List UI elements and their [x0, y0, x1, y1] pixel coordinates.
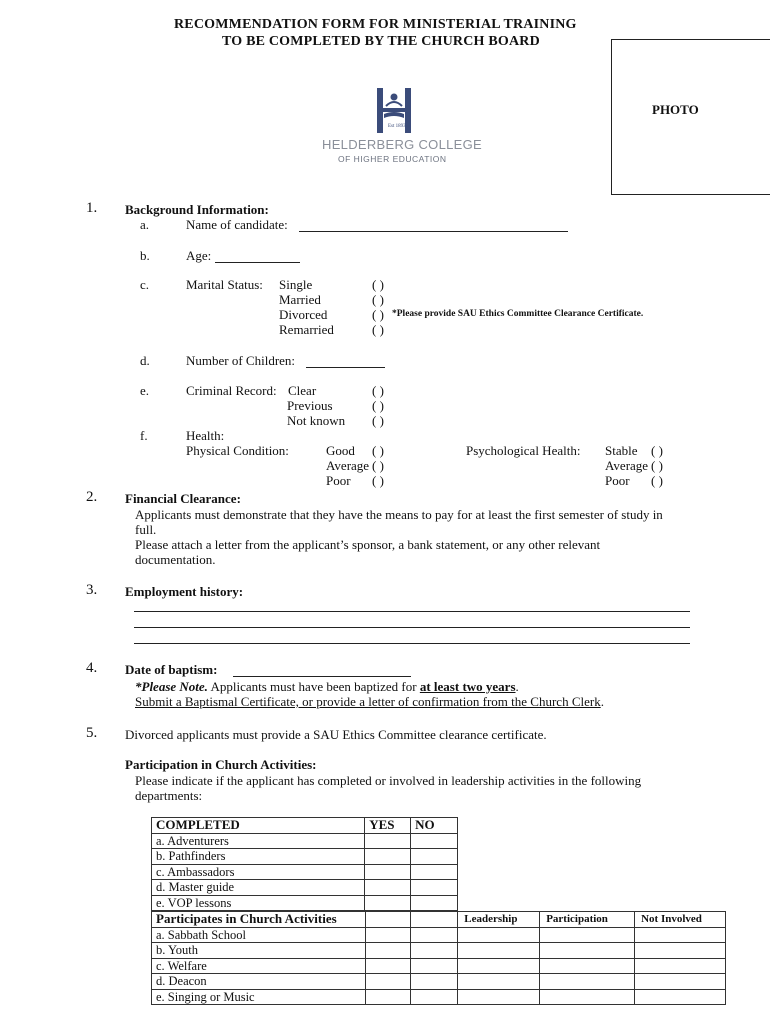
section-5-number: 5. [86, 725, 98, 741]
form-title-line2: TO BE COMPLETED BY THE CHURCH BOARD [222, 34, 540, 49]
psych-option-poor: Poor [605, 473, 630, 488]
item-d-letter: d. [140, 353, 150, 368]
leadership-cell[interactable] [458, 989, 540, 1005]
no-cell[interactable] [411, 927, 458, 943]
item-c-letter: c. [140, 277, 150, 292]
completed-header: COMPLETED [152, 818, 365, 834]
participation-cell[interactable] [540, 958, 635, 974]
completed-item: c. Ambassadors [152, 864, 365, 880]
marital-option-remarried: Remarried [279, 322, 334, 337]
yes-cell[interactable] [365, 880, 411, 896]
marital-checkbox[interactable]: ( ) [372, 292, 384, 307]
participates-header: Participates in Church Activities [152, 912, 366, 928]
criminal-option-previous: Previous [287, 398, 333, 413]
not-involved-cell[interactable] [635, 974, 726, 990]
not-involved-cell[interactable] [635, 943, 726, 959]
table-row [152, 833, 458, 849]
section-3-title: Employment history: [125, 584, 244, 599]
children-label: Number of Children: [186, 353, 296, 368]
baptism-certificate-text: Submit a Baptismal Certificate, or provide a letter of confirmation from the Church Clerk [135, 694, 601, 709]
logo-est: Est 1893 [388, 124, 406, 129]
physical-option-average: Average [326, 458, 370, 473]
physical-checkbox[interactable]: ( ) [372, 473, 384, 488]
participation-header: Participation [540, 912, 635, 928]
participation-text-line1: Please indicate if the applicant has completed or involved in leadership activities in the following [135, 773, 642, 788]
participates-no-cell[interactable] [411, 912, 458, 928]
age-field[interactable] [215, 262, 300, 263]
financial-text-line1: Applicants must demonstrate that they have the means to pay for at least the first semester of study in [135, 507, 663, 522]
baptism-certificate-end: . [600, 694, 604, 709]
table-row [152, 989, 726, 1005]
not-involved-cell[interactable] [635, 989, 726, 1005]
marital-checkbox[interactable]: ( ) [372, 322, 384, 337]
divorced-note: *Please provide SAU Ethics Committee Clearance Certificate. [392, 309, 644, 319]
table-row [152, 958, 726, 974]
no-cell[interactable] [411, 895, 458, 911]
psych-checkbox[interactable]: ( ) [651, 458, 663, 473]
table-header-row [152, 818, 458, 834]
no-cell[interactable] [411, 864, 458, 880]
form-title-line1: RECOMMENDATION FORM FOR MINISTERIAL TRAINING [174, 17, 577, 32]
psych-option-average: Average [605, 458, 649, 473]
section-5-text: Divorced applicants must provide a SAU Ethics Committee clearance certificate. [125, 727, 547, 742]
table-row [152, 927, 726, 943]
item-a-letter: a. [140, 217, 150, 232]
activity-item: b. Youth [152, 943, 366, 959]
candidate-name-field[interactable] [299, 231, 568, 232]
psych-option-stable: Stable [605, 443, 638, 458]
logo-subtitle: OF HIGHER EDUCATION [338, 154, 447, 164]
logo-name: HELDERBERG COLLEGE [322, 137, 483, 152]
yes-cell[interactable] [365, 974, 411, 990]
employment-line[interactable] [134, 627, 690, 628]
college-logo [322, 84, 483, 166]
college-logo-icon [322, 84, 472, 140]
not-involved-cell[interactable] [635, 958, 726, 974]
candidate-name-label: Name of candidate: [186, 217, 288, 232]
no-cell[interactable] [411, 833, 458, 849]
yes-cell[interactable] [365, 833, 411, 849]
baptism-note-emphasis: at least two years [419, 679, 516, 694]
yes-cell[interactable] [365, 864, 411, 880]
table-row [152, 849, 458, 865]
not-involved-cell[interactable] [635, 927, 726, 943]
item-f-letter: f. [140, 428, 148, 443]
participation-title: Participation in Church Activities: [125, 757, 317, 772]
completed-item: e. VOP lessons [152, 895, 365, 911]
section-3-number: 3. [86, 582, 98, 598]
participates-yes-cell[interactable] [365, 912, 411, 928]
yes-cell[interactable] [365, 958, 411, 974]
physical-checkbox[interactable]: ( ) [372, 458, 384, 473]
marital-checkbox[interactable]: ( ) [372, 307, 384, 322]
baptism-note-text: Applicants must have been baptized for [207, 679, 420, 694]
yes-cell[interactable] [365, 943, 411, 959]
psych-checkbox[interactable]: ( ) [651, 443, 663, 458]
item-b-letter: b. [140, 248, 150, 263]
yes-cell[interactable] [365, 849, 411, 865]
participation-cell[interactable] [540, 989, 635, 1005]
baptism-certificate-note [135, 694, 604, 710]
financial-text-line4: documentation. [135, 552, 216, 567]
photo-label: PHOTO [652, 102, 699, 117]
leadership-cell[interactable] [458, 974, 540, 990]
no-cell[interactable] [411, 974, 458, 990]
financial-text-line3: Please attach a letter from the applicant’s sponsor, a bank statement, or any other relevant [135, 537, 601, 552]
financial-text-line2: full. [135, 522, 157, 537]
section-1-title: Background Information: [125, 202, 269, 217]
psychological-health-label: Psychological Health: [466, 443, 581, 458]
no-cell[interactable] [411, 943, 458, 959]
completed-item: a. Adventurers [152, 833, 365, 849]
physical-option-poor: Poor [326, 473, 351, 488]
completed-table [151, 817, 458, 911]
yes-cell[interactable] [365, 927, 411, 943]
table-row [152, 880, 458, 896]
criminal-checkbox[interactable]: ( ) [372, 383, 384, 398]
section-2-title: Financial Clearance: [125, 491, 241, 506]
participation-cell[interactable] [540, 974, 635, 990]
no-cell[interactable] [411, 958, 458, 974]
marital-checkbox[interactable]: ( ) [372, 277, 384, 292]
psych-checkbox[interactable]: ( ) [651, 473, 663, 488]
no-cell[interactable] [411, 880, 458, 896]
activity-item: c. Welfare [152, 958, 366, 974]
baptism-note [135, 679, 519, 695]
criminal-option-not-known: Not known [287, 413, 346, 428]
table-header-row [152, 912, 726, 928]
table-row [152, 864, 458, 880]
yes-header: YES [365, 818, 411, 834]
marital-option-married: Married [279, 292, 321, 307]
leadership-cell[interactable] [458, 943, 540, 959]
participation-text-line2: departments: [135, 788, 203, 803]
criminal-checkbox[interactable]: ( ) [372, 413, 384, 428]
employment-line[interactable] [134, 643, 690, 644]
baptism-note-end: . [515, 679, 519, 694]
baptism-date-field[interactable] [233, 676, 411, 677]
no-cell[interactable] [411, 989, 458, 1005]
marital-option-divorced: Divorced [279, 307, 328, 322]
table-row [152, 974, 726, 990]
yes-cell[interactable] [365, 989, 411, 1005]
completed-item: b. Pathfinders [152, 849, 365, 865]
physical-checkbox[interactable]: ( ) [372, 443, 384, 458]
age-label: Age: [186, 248, 212, 263]
physical-option-good: Good [326, 443, 355, 458]
leadership-cell[interactable] [458, 927, 540, 943]
section-1-number: 1. [86, 200, 98, 216]
health-label: Health: [186, 428, 225, 443]
activity-item: a. Sabbath School [152, 927, 366, 943]
no-header: NO [411, 818, 458, 834]
section-4-title: Date of baptism: [125, 662, 218, 677]
marital-option-single: Single [279, 277, 313, 292]
leadership-header: Leadership [458, 912, 540, 928]
employment-line[interactable] [134, 611, 690, 612]
marital-status-label: Marital Status: [186, 277, 263, 292]
participates-table [151, 911, 726, 1005]
activity-item: d. Deacon [152, 974, 366, 990]
photo-box[interactable] [611, 39, 770, 195]
not-involved-header: Not Involved [635, 912, 726, 928]
participation-cell[interactable] [540, 943, 635, 959]
completed-item: d. Master guide [152, 880, 365, 896]
yes-cell[interactable] [365, 895, 411, 911]
baptism-note-strong: *Please Note. [135, 679, 208, 694]
table-row [152, 943, 726, 959]
criminal-record-label: Criminal Record: [186, 383, 277, 398]
item-e-letter: e. [140, 383, 150, 398]
criminal-option-clear: Clear [288, 383, 317, 398]
physical-condition-label: Physical Condition: [186, 443, 289, 458]
table-row [152, 895, 458, 911]
leadership-cell[interactable] [458, 958, 540, 974]
no-cell[interactable] [411, 849, 458, 865]
activity-item: e. Singing or Music [152, 989, 366, 1005]
criminal-checkbox[interactable]: ( ) [372, 398, 384, 413]
children-field[interactable] [306, 367, 385, 368]
participation-cell[interactable] [540, 927, 635, 943]
section-4-number: 4. [86, 660, 98, 676]
section-2-number: 2. [86, 489, 98, 505]
